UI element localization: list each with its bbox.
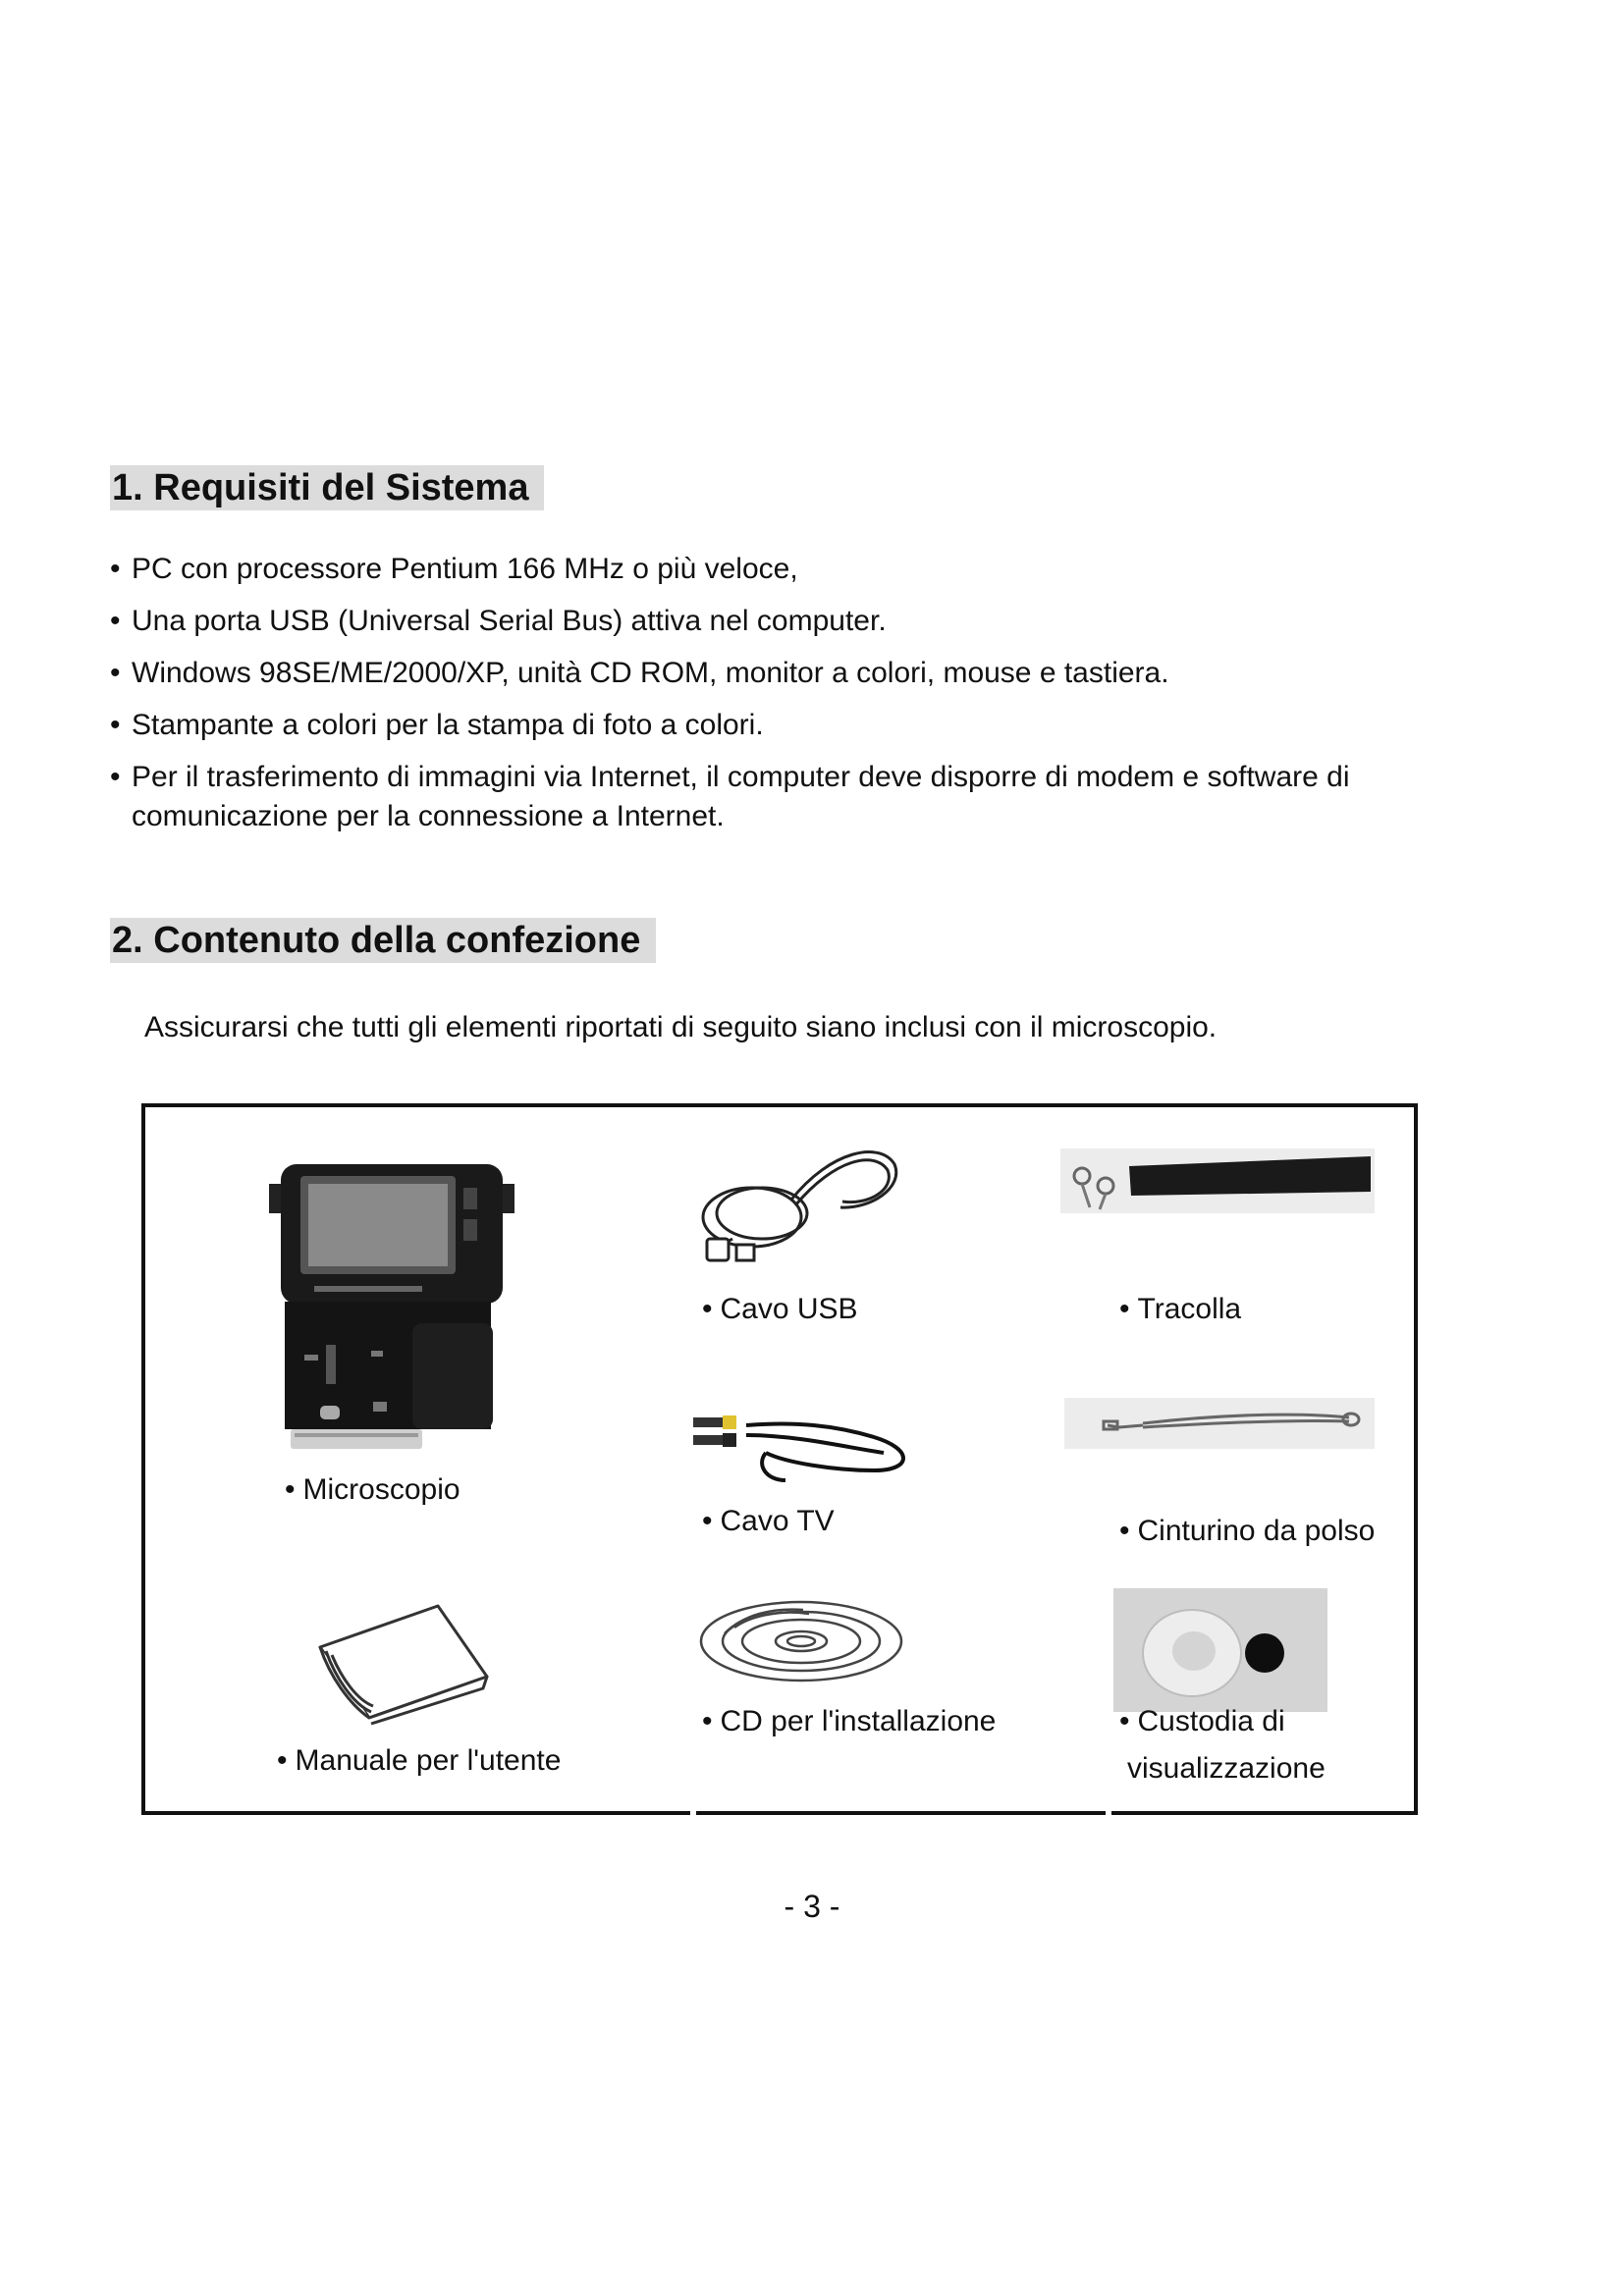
- requirements-list: [110, 550, 1524, 849]
- requirement-item: • Windows 98SE/ME/2000/XP, unità CD ROM, monitor a colori, mouse e tastiera.: [110, 654, 1524, 693]
- viewing-case-image: [1113, 1588, 1327, 1712]
- item-label-usb-cable: • Cavo USB: [702, 1293, 858, 1325]
- strap-image: [1060, 1148, 1375, 1213]
- tv-cable-image: [687, 1392, 933, 1490]
- item-label-tv-cable: • Cavo TV: [702, 1505, 835, 1537]
- requirement-item: • PC con processore Pentium 166 MHz o più veloce,: [110, 550, 1524, 589]
- package-contents-box: [141, 1103, 1418, 1815]
- requirement-item: • Per il trasferimento di immagini via Internet, il computer deve disporre di modem e software di comunicazione per la connessione a Internet.: [110, 758, 1524, 836]
- package-intro: Assicurarsi che tutti gli elementi riportati di seguito siano inclusi con il microscopio.: [144, 1011, 1218, 1043]
- item-label-case: • Custodia di: [1119, 1705, 1285, 1737]
- item-label-cd: • CD per l'installazione: [702, 1705, 997, 1737]
- item-label-wrist-strap: • Cinturino da polso: [1119, 1515, 1376, 1547]
- requirement-item: • Stampante a colori per la stampa di foto a colori.: [110, 706, 1524, 745]
- requirement-item: • Una porta USB (Universal Serial Bus) attiva nel computer.: [110, 602, 1524, 641]
- border-gap: [690, 1811, 696, 1815]
- microscope-image: [265, 1158, 520, 1453]
- wrist-strap-image: [1064, 1398, 1375, 1449]
- section-1-heading: 1. Requisiti del Sistema: [110, 465, 544, 510]
- usb-cable-image: [693, 1131, 909, 1268]
- section-2-heading: 2. Contenuto della confezione: [110, 918, 656, 963]
- manual-image: [310, 1598, 493, 1726]
- item-label-microscope: • Microscopio: [285, 1473, 460, 1506]
- item-label-case-line2: visualizzazione: [1127, 1752, 1326, 1785]
- cd-image: [695, 1594, 907, 1688]
- item-label-manual: • Manuale per l'utente: [277, 1744, 562, 1777]
- item-label-strap: • Tracolla: [1119, 1293, 1242, 1325]
- border-gap: [1106, 1811, 1111, 1815]
- page-number: - 3 -: [784, 1889, 840, 1924]
